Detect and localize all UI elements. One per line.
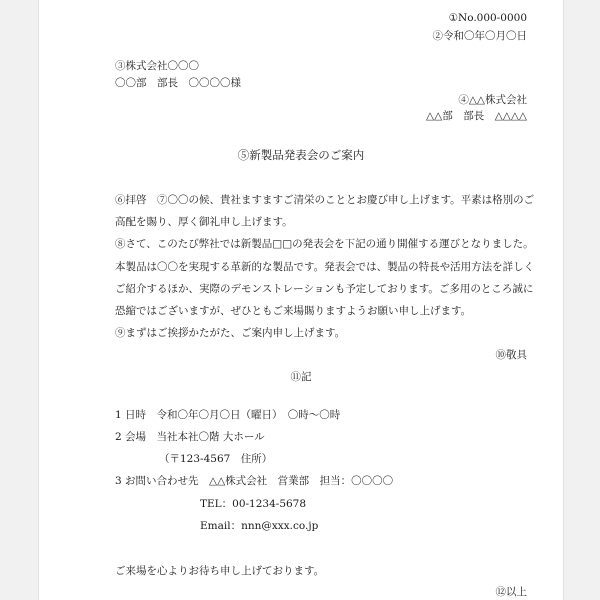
- detail-address: （〒123-4567 住所）: [159, 453, 273, 465]
- body-line: ⑥拝啓 ⑦〇〇の候、貴社ますますご清栄のこととお慶び申し上げます。平素は格別のご: [115, 194, 535, 206]
- detail-contact: 3 お問い合わせ先 △△株式会社 営業部 担当：〇〇〇〇: [115, 475, 394, 487]
- letter-title: ⑤新製品発表会のご案内: [237, 148, 365, 162]
- body-line: ⑨まずはご挨拶かたがた、ご案内申し上げます。: [115, 327, 346, 339]
- detail-email: Email：nnn@xxx.co.jp: [200, 520, 319, 532]
- body-line: 本製品は〇〇を実現する革新的な製品です。発表会では、製品の特長や活用方法を詳しく: [115, 261, 535, 273]
- detail-datetime: 1 日時 令和〇年〇月〇日（曜日） 〇時〜〇時: [115, 409, 341, 421]
- sender-company: ④△△株式会社: [458, 94, 527, 106]
- ki-heading: ⑪記: [290, 371, 312, 383]
- closing-ijou: ⑫以上: [495, 586, 527, 598]
- recipient-person: 〇〇部 部長 〇〇〇〇様: [115, 77, 241, 89]
- body-line: 高配を賜り、厚く御礼申し上げます。: [115, 216, 293, 228]
- body-line: ご紹介するほか、実際のデモンストレーションも予定しております。ご多用のところ誠に: [115, 283, 534, 295]
- final-note: ご来場を心よりお待ち申し上げております。: [115, 565, 325, 577]
- body-line: ⑧さて、このたび弊社では新製品□□の発表会を下記の通り開催する運びとなりました。: [115, 238, 534, 250]
- recipient-company: ③株式会社〇〇〇: [115, 60, 199, 72]
- letter-page: [38, 0, 564, 600]
- detail-tel: TEL：00-1234-5678: [200, 498, 307, 510]
- document-number: ①No.000-0000: [448, 12, 527, 24]
- closing-keigu: ⑩敬具: [495, 349, 527, 361]
- document-date: ②令和〇年〇月〇日: [432, 30, 527, 42]
- body-line: 恐縮ではございますが、ぜひともご来場賜りますようお願い申し上げます。: [115, 305, 472, 317]
- detail-venue: 2 会場 当社本社〇階 大ホール: [115, 431, 265, 443]
- sender-person: △△部 部長 △△△△: [426, 110, 527, 122]
